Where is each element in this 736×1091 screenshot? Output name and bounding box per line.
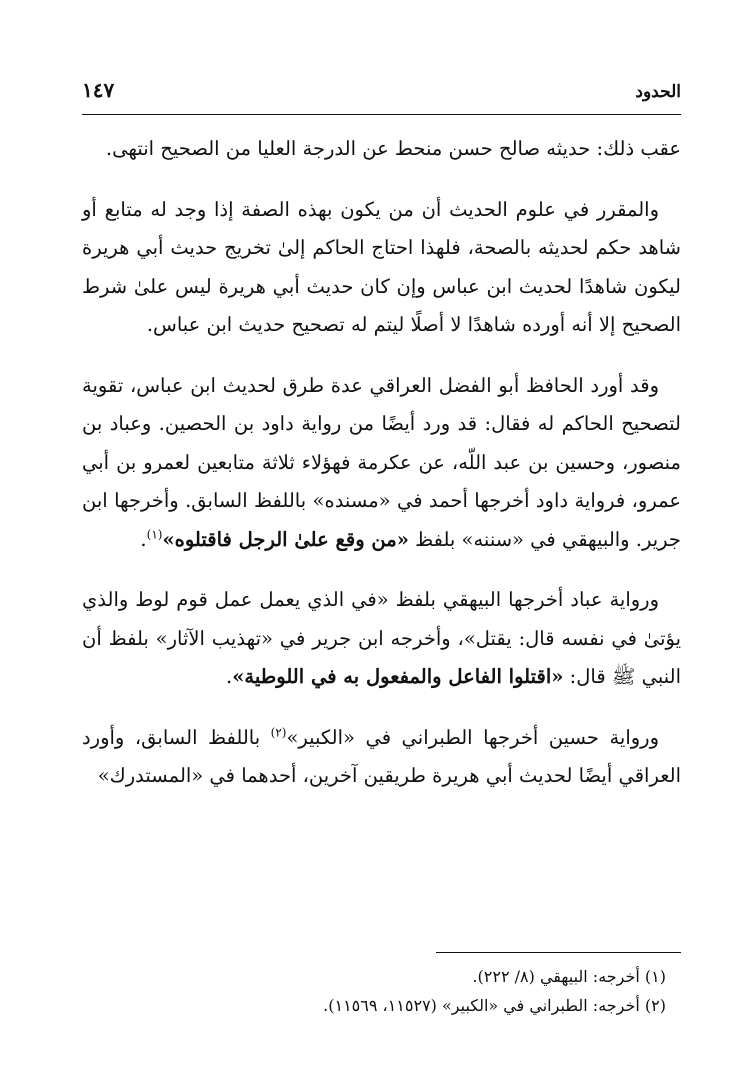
- paragraph-4-end: .: [226, 665, 233, 688]
- page-number: ١٤٧: [82, 78, 115, 102]
- main-text: [82, 130, 681, 802]
- paragraph-3-text: وقد أورد الحافظ أبو الفضل العراقي عدة طرق لحديث ابن عباس، تقوية لتصحيح الحاكم له فقال: قد ورد أيضًا من رواية داود بن الحصين. وعباد بن منصور، وحسين بن عبد اللّه، عن عكرمة فهؤلاء ثلاثة متابعين لعمرو بن أبي عمرو، فرواية داود أخرجها أحمد في «مسنده» باللفظ السابق. وأخرجها ابن جرير. والبيهقي في «سننه» بلفظ: [82, 373, 681, 551]
- quoted-hadith-1: «من وقع علىٰ الرجل فاقتلوه»: [162, 527, 409, 551]
- paragraph-4: [82, 581, 681, 697]
- footnote-ref-1: (١): [146, 527, 163, 541]
- footnote-ref-2: (٢): [270, 725, 287, 739]
- paragraph-5-text-b: باللفظ السابق، وأورد العراقي أيضًا لحديث أبي هريرة طريقين آخرين، أحدهما في «المستدرك»: [82, 725, 681, 787]
- paragraph-2: والمقرر في علوم الحديث أن من يكون بهذه الصفة إذا وجد له متابع أو شاهد حكم لحديثه بالصحة، فلهذا احتاج الحاكم إلىٰ تخريج حديث أبي هريرة ليكون شاهدًا لحديث ابن عباس وإن كان حديث أبي هريرة ليس علىٰ شرط الصحيح إلا أنه أورده شاهدًا لا أصلًا ليتم له تصحيح حديث ابن عباس.: [82, 197, 681, 336]
- page-header: [82, 66, 681, 102]
- paragraph-5: [82, 719, 681, 796]
- paragraph-4-text: ورواية عباد أخرجها البيهقي بلفظ «في الذي يعمل عمل قوم لوط والذي يؤتىٰ في نفسه قال: يقتل»، وأخرجه ابن جرير في «تهذيب الآثار» بلفظ أن النبي ﷺ قال:: [82, 588, 681, 688]
- quoted-hadith-2: «اقتلوا الفاعل والمفعول به في اللوطية»: [232, 665, 564, 688]
- paragraph-1: عقب ذلك: حديثه صالح حسن منحط عن الدرجة العليا من الصحيح انتهى.: [105, 137, 681, 160]
- header-rule: [82, 114, 681, 115]
- footnotes: [82, 962, 666, 1020]
- footnote-rule: [436, 952, 681, 953]
- paragraph-3-end: .: [140, 527, 147, 551]
- paragraph-5-text-a: ورواية حسين أخرجها الطبراني في «الكبير»: [286, 725, 659, 749]
- footnote-2: (٢) أخرجه: الطبراني في «الكبير» (١١٥٢٧، ١١٥٦٩).: [323, 996, 666, 1015]
- paragraph-3: [82, 367, 681, 560]
- footnote-1: (١) أخرجه: البيهقي (٨/ ٢٢٢).: [472, 967, 666, 986]
- running-title: الحدود: [635, 82, 681, 102]
